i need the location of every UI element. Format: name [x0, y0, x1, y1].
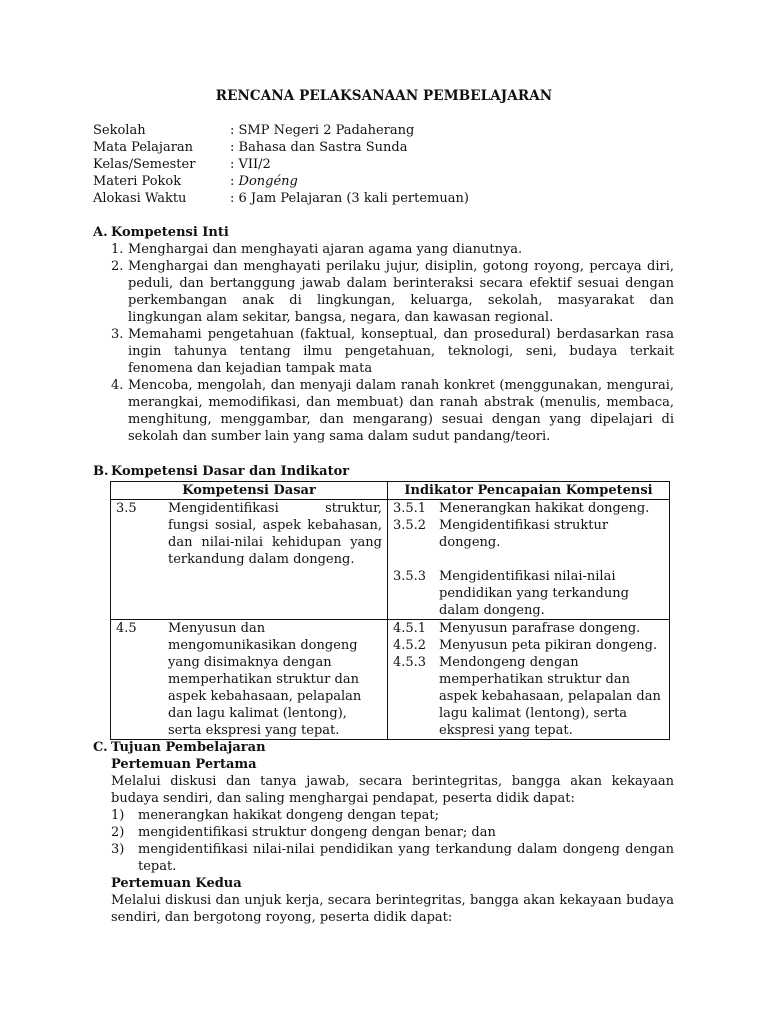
- section-letter: B.: [93, 464, 109, 479]
- info-label: Materi Pokok: [93, 174, 182, 189]
- meeting-title: Pertemuan Kedua: [111, 876, 242, 891]
- info-label: Sekolah: [93, 123, 146, 138]
- info-row-materi-pokok: [93, 173, 469, 190]
- meeting-intro: Melalui diskusi dan unjuk kerja, secara berintegritas, bangga akan kekayaan budaya sendiri, dan bergotong royong, peserta didik dapat:: [111, 893, 674, 925]
- kompetensi-table: [110, 481, 670, 740]
- table-row: [111, 620, 670, 740]
- list-number: 3): [111, 842, 125, 857]
- info-row-alokasi-waktu: [93, 190, 469, 207]
- indicator-text: Mengidentifikasi nilai-nilai pendidikan yang terkandung dalam dongeng.: [439, 569, 629, 618]
- kd-code: 4.5: [116, 621, 137, 636]
- list-text: Memahami pengetahuan (faktual, konseptual, dan prosedural) berdasarkan rasa ingin tahunya tentang ilmu pengetahuan, teknologi, seni, budaya terkait fenomena dan kejadian tampak mata: [128, 327, 674, 376]
- list-item: [111, 807, 674, 824]
- list-text: Menghargai dan menghayati ajaran agama yang dianutnya.: [128, 242, 523, 257]
- table-header-indikator: Indikator Pencapaian Kompetensi: [388, 482, 670, 500]
- kd-cell: [111, 500, 388, 620]
- indicator-code: 3.5.2: [393, 518, 427, 533]
- kd-cell: [111, 620, 388, 740]
- table-header-row: [111, 482, 670, 500]
- indicator-text: Menyusun parafrase dongeng.: [439, 621, 641, 636]
- kd-text: Mengidentifikasi struktur, fungsi sosial, aspek kebahasan, dan nilai-nilai kehidupan yang terkandung dalam dongeng.: [168, 501, 382, 567]
- list-number: 2.: [111, 259, 124, 274]
- indicator-text: Mengidentifikasi struktur dongeng.: [439, 518, 609, 550]
- indicator-text: Mendongeng dengan memperhatikan struktur dan aspek kebahasaan, pelapalan dan lagu kalimat (lentong), serta ekspresi yang tepat.: [439, 655, 661, 738]
- indicator-item: [393, 517, 664, 551]
- list-text: Menghargai dan menghayati perilaku jujur, disiplin, gotong royong, percaya diri, peduli, dan bertanggung jawab dalam berinteraksi secara efektif sesuai dengan perkembangan anak di lingkungan, keluarga, sekolah, masyarakat dan lingkungan alam sekitar, bangsa, negara, dan kawasan regional.: [128, 259, 674, 325]
- tujuan-list: [111, 807, 674, 875]
- info-label: Kelas/Semester: [93, 157, 196, 172]
- indicator-code: 3.5.3: [393, 569, 427, 584]
- kd-text: Menyusun dan mengomunikasikan dongeng yang disimaknya dengan memperhatikan struktur dan aspek kebahasaan, pelapalan dan lagu kalimat (lentong), serta ekspresi yang tepat.: [168, 621, 362, 738]
- list-text: Mencoba, mengolah, dan menyaji dalam ranah konkret (menggunakan, mengurai, merangkai, memodifikasi, dan membuat) dan ranah abstrak (menulis, membaca, menghitung, menggambar, dan mengarang) sesuai dengan yang dipelajari di sekolah dan sumber lain yang sama dalam sudut pandang/teori.: [128, 378, 674, 444]
- indicator-code: 4.5.3: [393, 655, 427, 670]
- list-number: 4.: [111, 378, 124, 393]
- list-text: mengidentifikasi struktur dongeng dengan benar; dan: [138, 825, 496, 840]
- info-value: : 6 Jam Pelajaran (3 kali pertemuan): [230, 191, 469, 206]
- list-text: mengidentifikasi nilai-nilai pendidikan yang terkandung dalam dongeng dengan tepat.: [138, 842, 674, 874]
- section-c-heading: [93, 739, 266, 756]
- tujuan-block: [111, 756, 674, 926]
- info-value-materi: [230, 174, 298, 189]
- meeting-title: Pertemuan Pertama: [111, 757, 257, 772]
- list-item: [111, 841, 674, 875]
- section-title: Kompetensi Dasar dan Indikator: [111, 464, 350, 479]
- indicator-text: Menerangkan hakikat dongeng.: [439, 501, 650, 516]
- kompetensi-inti-list: [111, 241, 674, 445]
- indicator-item: [393, 637, 664, 654]
- indicator-item: [393, 654, 664, 739]
- section-letter: A.: [93, 225, 108, 240]
- info-value: : VII/2: [230, 157, 271, 172]
- indicator-code: 3.5.1: [393, 501, 427, 516]
- table-row: [111, 500, 670, 620]
- info-row-mata-pelajaran: [93, 139, 469, 156]
- indikator-cell: [388, 500, 670, 620]
- list-number: 2): [111, 825, 125, 840]
- section-a-heading: [93, 224, 229, 241]
- list-text: menerangkan hakikat dongeng dengan tepat;: [138, 808, 439, 823]
- info-label: Mata Pelajaran: [93, 140, 194, 155]
- section-title: Tujuan Pembelajaran: [111, 740, 266, 755]
- list-number: 1.: [111, 242, 124, 257]
- indikator-cell: [388, 620, 670, 740]
- section-title: Kompetensi Inti: [111, 225, 229, 240]
- section-letter: C.: [93, 740, 108, 755]
- section-b-heading: [93, 463, 349, 480]
- indicator-item: [393, 620, 664, 637]
- info-block: [93, 122, 469, 207]
- indicator-code: 4.5.1: [393, 621, 427, 636]
- kd-code: 3.5: [116, 501, 137, 516]
- table-header-kd: Kompetensi Dasar: [111, 482, 388, 500]
- info-value: : Dongéng: [230, 174, 298, 189]
- list-item: [111, 258, 674, 326]
- indicator-text: Menyusun peta pikiran dongeng.: [439, 638, 658, 653]
- list-item: [111, 824, 674, 841]
- list-number: 1): [111, 808, 125, 823]
- indicator-code: 4.5.2: [393, 638, 427, 653]
- list-number: 3.: [111, 327, 124, 342]
- indicator-item: [393, 500, 664, 517]
- indicator-item: [393, 568, 664, 619]
- info-label: Alokasi Waktu: [93, 191, 187, 206]
- info-value: : Bahasa dan Sastra Sunda: [230, 140, 408, 155]
- meeting-intro: Melalui diskusi dan tanya jawab, secara berintegritas, bangga akan kekayaan budaya sendiri, dan saling menghargai pendapat, peserta didik dapat:: [111, 774, 674, 806]
- list-item: [111, 241, 674, 258]
- info-row-kelas-semester: [93, 156, 469, 173]
- info-value: : SMP Negeri 2 Padaherang: [230, 123, 415, 138]
- info-row-sekolah: [93, 122, 469, 139]
- document-title: RENCANA PELAKSANAAN PEMBELAJARAN: [215, 88, 553, 104]
- list-item: [111, 377, 674, 445]
- list-item: [111, 326, 674, 377]
